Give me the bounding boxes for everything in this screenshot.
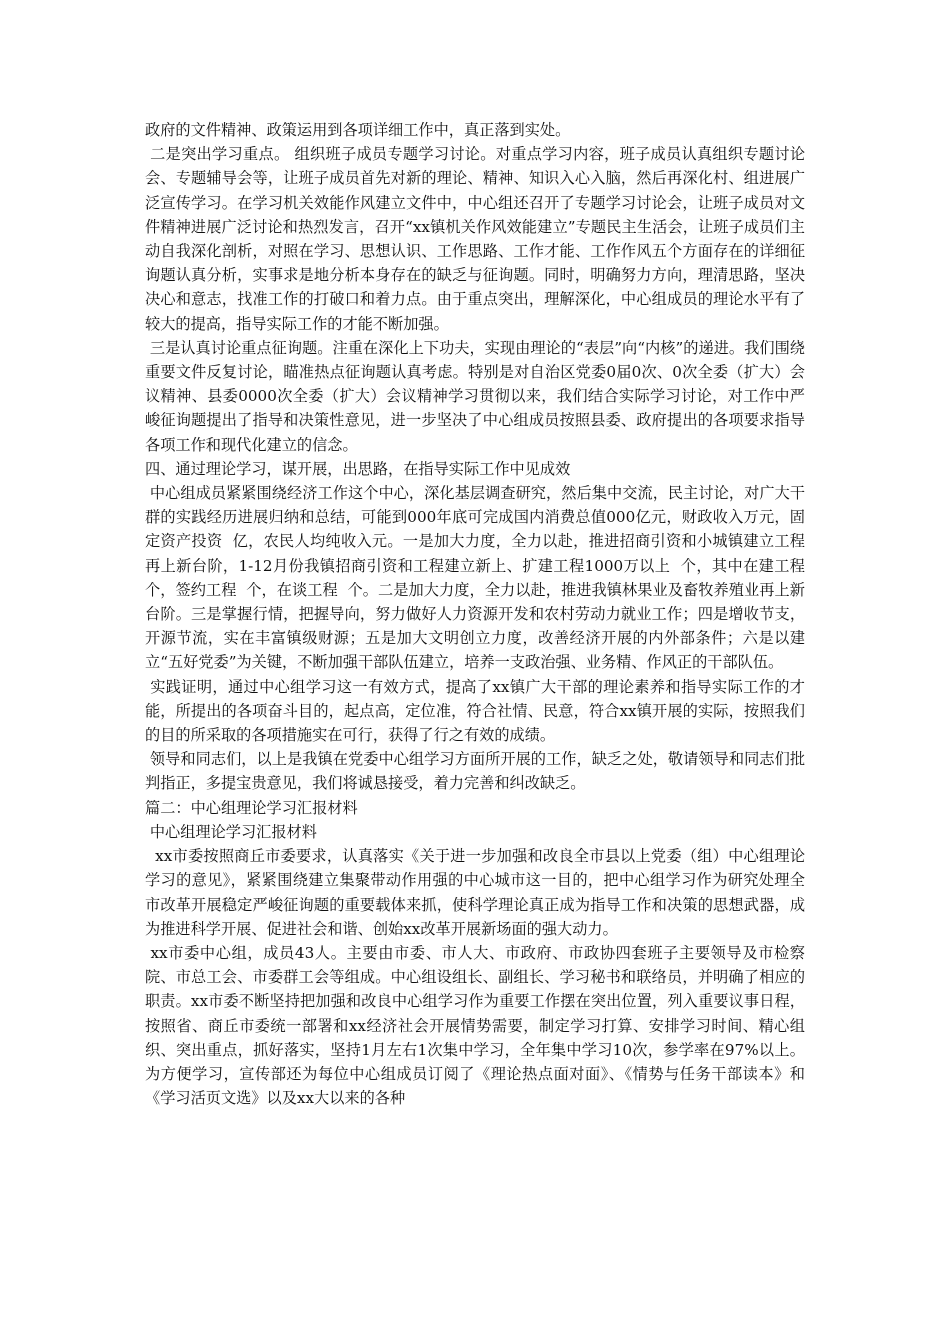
- paragraph: 实践证明，通过中心组学习这一有效方式，提高了xx镇广大干部的理论素养和指导实际工作的才能，所提出的各项奋斗目的，起点高，定位准，符合社情、民意，符合xx镇开展的实际，按照我们的目的所采取的各项措施实在可行，获得了行之有效的成绩。: [145, 677, 805, 745]
- document-title: 中心组理论学习汇报材料: [145, 822, 317, 841]
- paragraph: 二是突出学习重点。 组织班子成员专题学习讨论。对重点学习内容，班子成员认真组织专题讨论会、专题辅导会等，让班子成员首先对新的理论、精神、知识入心入脑，然后再深化村、组进展广泛宣传学习。在学习机关效能作风建立文件中，中心组还召开了专题学习讨论会，让班子成员对文件精神进展广泛讨论和热烈发言，召开“xx镇机关作风效能建立”专题民主生活会，让班子成员们主动自我深化剖析，对照在学习、思想认识、工作思路、工作才能、工作作风五个方面存在的详细征询题认真分析，实事求是地分析本身存在的缺乏与征询题。同时，明确努力方向，理清思路，坚决决心和意志，找准工作的打破口和着力点。由于重点突出，理解深化，中心组成员的理论水平有了较大的提高，指导实际工作的才能不断加强。: [145, 145, 806, 333]
- paragraph: xx市委中心组，成员43人。主要由市委、市人大、市政府、市政协四套班子主要领导及市检察院、市总工会、市委群工会等组成。中心组设组长、副组长、学习秘书和联络员，并明确了相应的职责。xx市委不断坚持把加强和改良中心组学习作为重要工作摆在突出位置，列入重要议事日程，按照省、商丘市委统一部署和xx经济社会开展情势需要，制定学习打算、安排学习时间、精心组织、突出重点，抓好落实，坚持1月左右1次集中学习，全年集中学习10次，参学率在97%以上。为方便学习，宣传部还为每位中心组成员订阅了《理论热点面对面》、《情势与任务干部读本》和《学习活页文选》以及xx大以来的各种: [145, 943, 805, 1108]
- section-heading: 篇二：中心组理论学习汇报材料: [145, 798, 358, 817]
- document-body: [145, 118, 815, 1110]
- paragraph: 中心组成员紧紧围绕经济工作这个中心，深化基层调查研究，然后集中交流，民主讨论，对广大干群的实践经历进展归纳和总结，可能到000年底可完成国内消费总值000亿元，财政收入万元，固定资产投资 亿，农民人均纯收入元。一是加大力度，全力以赴，推进招商引资和小城镇建立工程再上新台阶，1-12月份我镇招商引资和工程建立新上、扩建工程1000万以上 个，其中在建工程 个，签约工程 个，在谈工程 个。二是加大力度，全力以赴，推进我镇林果业及畜牧养殖业再上新台阶。三是掌握行情，把握导向，努力做好人力资源开发和农村劳动力就业工作；四是增收节支，开源节流，实在丰富镇级财源；五是加大文明创立力度，改善经济开展的内外部条件；六是以建立“五好党委”为关键，不断加强干部队伍建立，培养一支政治强、业务精、作风正的干部队伍。: [145, 484, 815, 672]
- paragraph: 政府的文件精神、政策运用到各项详细工作中，真正落到实处。: [145, 121, 571, 139]
- paragraph: xx市委按照商丘市委要求，认真落实《关于进一步加强和改良全市县以上党委（组）中心组理论学习的意见》，紧紧围绕建立集聚带动作用强的中心城市这一目的，把中心组学习作为研究处理全市改革开展稳定严峻征询题的重要载体来抓，使科学理论真正成为指导工作和决策的思想武器，成为推进科学开展、促进社会和谐、创始xx改革开展新场面的强大动力。: [145, 847, 806, 938]
- paragraph: 三是认真讨论重点征询题。注重在深化上下功夫，实现由理论的“表层”向“内核”的递进。我们围绕重要文件反复讨论，瞄准热点征询题认真考虑。特别是对自治区党委0届0次、0次全委（扩大）会议精神、县委0000次全委（扩大）会议精神学习贯彻以来，我们结合实际学习讨论，对工作中严峻征询题提出了指导和决策性意见，进一步坚决了中心组成员按照县委、政府提出的各项要求指导各项工作和现代化建立的信念。: [145, 338, 805, 454]
- paragraph: 领导和同志们，以上是我镇在党委中心组学习方面所开展的工作，缺乏之处，敬请领导和同志们批判指正，多提宝贵意见，我们将诚恳接受，着力完善和纠改缺乏。: [145, 750, 806, 793]
- section-heading: 四、通过理论学习，谋开展，出思路，在指导实际工作中见成效: [145, 459, 571, 478]
